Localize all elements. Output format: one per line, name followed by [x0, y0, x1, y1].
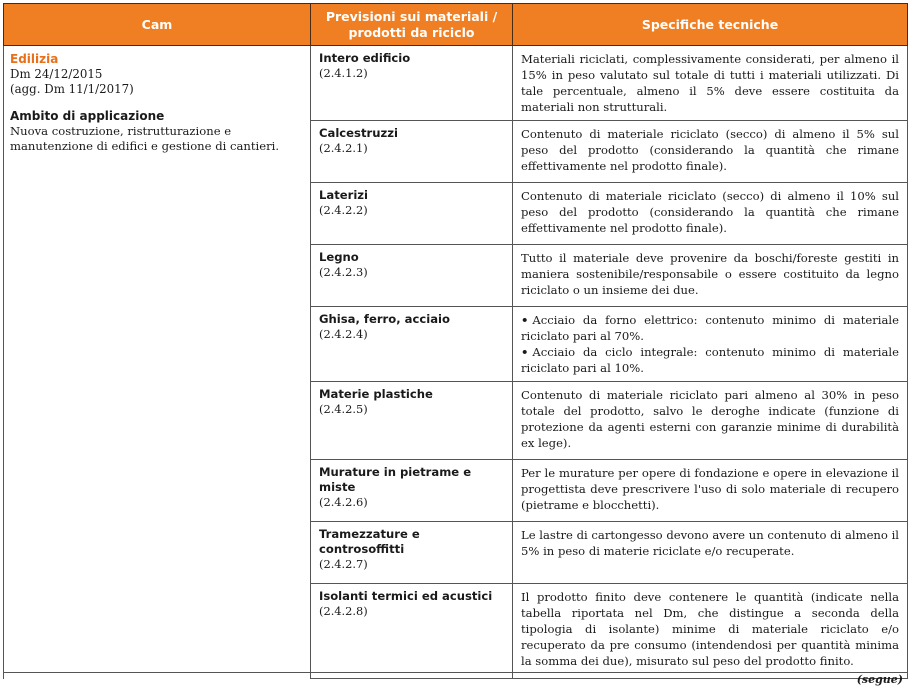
material-code: (2.4.2.1) [319, 141, 368, 155]
cam-table [3, 3, 908, 679]
material-name: Laterizi [319, 188, 369, 202]
material-code: (2.4.2.5) [319, 402, 368, 416]
footer-divider [3, 672, 907, 673]
spec-text: Le lastre di cartongesso devono avere un contenuto di almeno il 5% in peso di materie riciclate e/o recuperate. [521, 528, 899, 558]
material-cell [311, 46, 513, 121]
bullet-text: Acciaio da ciclo integrale: contenuto minimo di materiale riciclato pari al 10%. [521, 345, 899, 375]
spec-text: Tutto il materiale deve provenire da boschi/foreste gestiti in maniera sostenibile/responsabile o essere costituito da legno riciclato o un insieme dei due. [521, 251, 899, 297]
material-cell [311, 245, 513, 307]
spec-text: Materiali riciclati, complessivamente considerati, per almeno il 15% in peso valutato sul totale di tutti i materiali utilizzati. Di tale percentuale, almeno il 5% deve essere costituita da materiali non strutturali. [521, 52, 899, 114]
cam-title: Edilizia [10, 52, 59, 66]
material-name: Murature in pietrame e miste [319, 465, 472, 494]
spec-text: Contenuto di materiale riciclato (secco) di almeno il 5% sul peso del prodotto (considerando la quantità che rimane effettivamente nel prodotto finale). [521, 127, 899, 173]
header-specs: Specifiche tecniche [513, 4, 908, 46]
material-name: Calcestruzzi [319, 126, 398, 140]
material-name: Intero edificio [319, 51, 411, 65]
header-row [4, 4, 908, 46]
spec-cell [513, 121, 908, 183]
continuation-note: (segue) [856, 673, 903, 686]
material-cell [311, 121, 513, 183]
bullet-icon: • [521, 345, 529, 359]
spec-cell [513, 245, 908, 307]
material-cell [311, 522, 513, 584]
spec-cell [513, 307, 908, 382]
material-cell [311, 382, 513, 460]
material-name: Materie plastiche [319, 387, 433, 401]
material-name: Legno [319, 250, 359, 264]
spec-cell [513, 46, 908, 121]
cam-decree: Dm 24/12/2015 [10, 67, 103, 81]
cam-update: (agg. Dm 11/1/2017) [10, 82, 134, 96]
bullet-item [521, 344, 899, 376]
material-name: Ghisa, ferro, acciaio [319, 312, 450, 326]
material-cell [311, 183, 513, 245]
material-code: (2.4.2.7) [319, 557, 368, 571]
spec-text: Contenuto di materiale riciclato pari almeno al 30% in peso totale del prodotto, salvo le deroghe indicate (funzione di protezione da agenti esterni con garanzie minime di durabilità ex lege). [521, 388, 899, 450]
spec-cell [513, 522, 908, 584]
scope-title: Ambito di applicazione [10, 109, 165, 123]
scope-text: Nuova costruzione, ristrutturazione e manutenzione di edifici e gestione di cantieri. [10, 124, 280, 153]
material-cell [311, 584, 513, 679]
header-cam: Cam [4, 4, 311, 46]
material-cell [311, 460, 513, 522]
spec-cell [513, 183, 908, 245]
material-code: (2.4.1.2) [319, 66, 368, 80]
material-code: (2.4.2.8) [319, 604, 368, 618]
spec-text: Per le murature per opere di fondazione e opere in elevazione il progettista deve prescrivere l'uso di solo materiale di recupero (pietrame e blocchetti). [521, 466, 899, 512]
header-materials: Previsioni sui materiali / prodotti da riciclo [311, 4, 513, 46]
material-name: Tramezzature e controsoffitti [319, 527, 420, 556]
material-code: (2.4.2.4) [319, 327, 368, 341]
spec-cell [513, 584, 908, 679]
material-code: (2.4.2.3) [319, 265, 368, 279]
bullet-icon: • [521, 313, 529, 327]
table-row [4, 46, 908, 121]
material-code: (2.4.2.6) [319, 495, 368, 509]
spec-text: Il prodotto finito deve contenere le quantità (indicate nella tabella riportata nel Dm, che distingue a seconda della tipologia di isolante) minime di materiale riciclato e/o recuperato da pre consumo (intendendosi per quantità minima la somma dei due), misurato sul peso del prodotto finito. [521, 590, 899, 668]
spec-text: Contenuto di materiale riciclato (secco) di almeno il 10% sul peso del prodotto (considerando la quantità che rimane effettivamente nel prodotto finale). [521, 189, 899, 235]
cam-cell [4, 46, 311, 679]
material-code: (2.4.2.2) [319, 203, 368, 217]
bullet-item [521, 312, 899, 344]
bullet-text: Acciaio da forno elettrico: contenuto minimo di materiale riciclato pari al 70%. [521, 313, 899, 343]
material-name: Isolanti termici ed acustici [319, 589, 493, 603]
spec-cell [513, 382, 908, 460]
spec-cell [513, 460, 908, 522]
material-cell [311, 307, 513, 382]
